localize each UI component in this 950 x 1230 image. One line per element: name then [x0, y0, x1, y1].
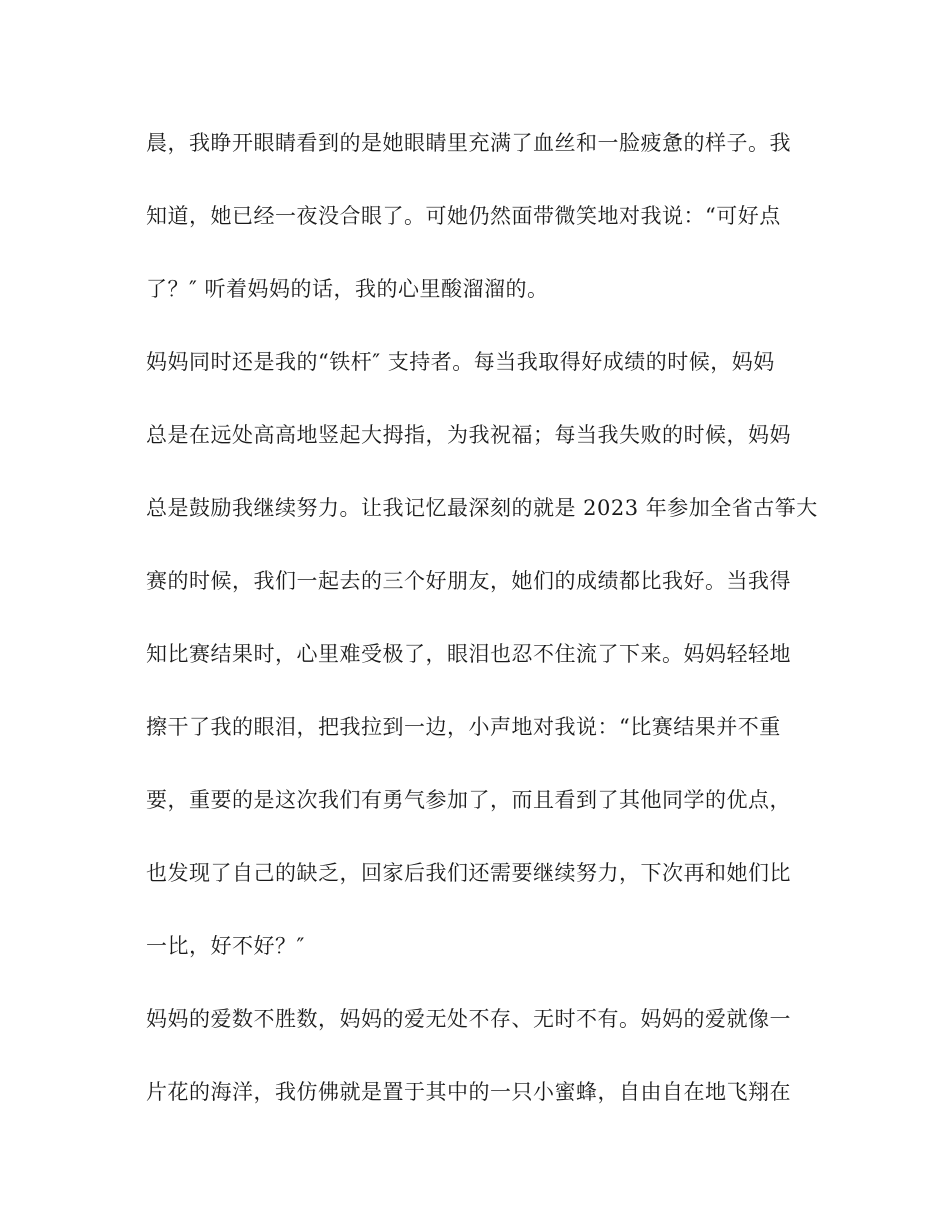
text-line: 总是在远处高高地竖起大拇指，为我祝福；每当我失败的时候，妈妈: [146, 423, 791, 447]
text-line: 总是鼓励我继续努力。让我记忆最深刻的就是 2023 年参加全省古筝大: [146, 496, 818, 520]
text-line: 片花的海洋，我仿佛就是置于其中的一只小蜜蜂，自由自在地飞翔在: [146, 1080, 791, 1104]
text-line: 了？″ 听着妈妈的话，我的心里酸溜溜的。: [146, 277, 549, 301]
text-line: 晨，我睁开眼睛看到的是她眼睛里充满了血丝和一脸疲惫的样子。我: [146, 131, 791, 155]
text-line: 知道，她已经一夜没合眼了。可她仍然面带微笑地对我说：“可好点: [146, 204, 781, 228]
text-line: 一比，好不好？″: [146, 934, 305, 958]
text-line: 要，重要的是这次我们有勇气参加了，而且看到了其他同学的优点，: [146, 788, 791, 812]
text-line: 赛的时候，我们一起去的三个好朋友，她们的成绩都比我好。当我得: [146, 569, 791, 593]
text-line: 也发现了自己的缺乏，回家后我们还需要继续努力，下次再和她们比: [146, 861, 791, 885]
text-line: 妈妈的爱数不胜数，妈妈的爱无处不存、无时不有。妈妈的爱就像一: [146, 1007, 791, 1031]
text-line: 妈妈同时还是我的“铁杆″ 支持者。每当我取得好成绩的时候，妈妈: [146, 350, 775, 374]
text-line: 擦干了我的眼泪，把我拉到一边，小声地对我说：“比赛结果并不重: [146, 715, 781, 739]
text-line: 知比赛结果时，心里难受极了，眼泪也忍不住流了下来。妈妈轻轻地: [146, 642, 791, 666]
